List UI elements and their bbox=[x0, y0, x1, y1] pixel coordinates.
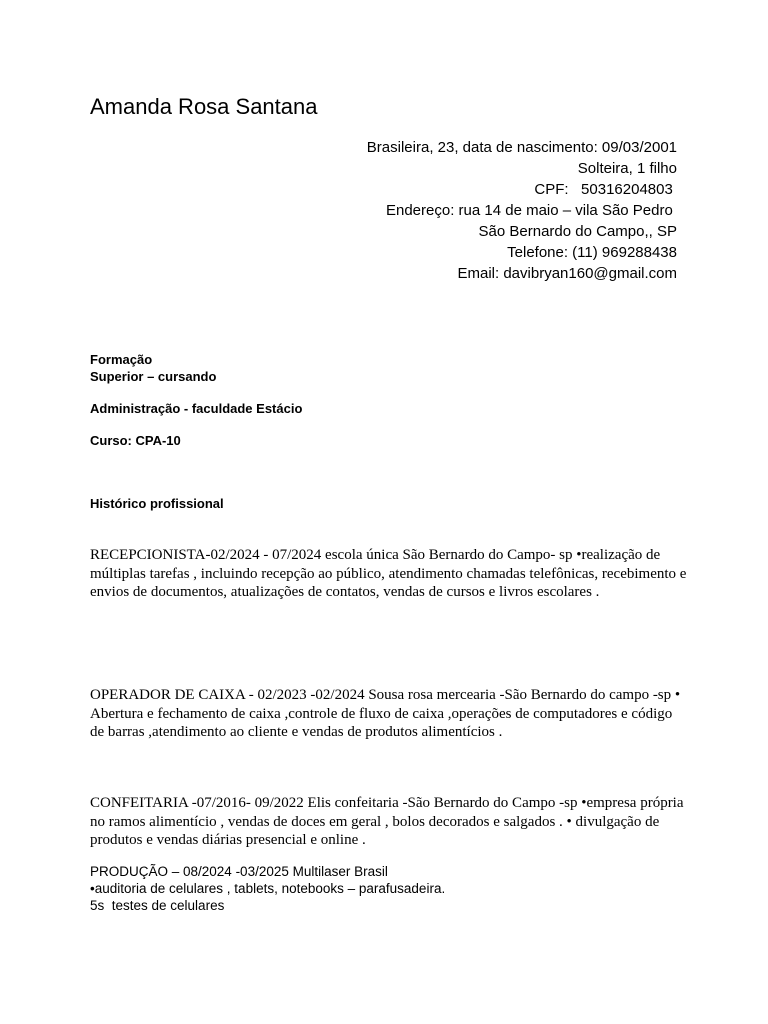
job-description: CONFEITARIA -07/2016- 09/2022 Elis confeitaria -São Bernardo do Campo -sp •empresa própria no ramos alimentício , vendas de doces em geral , bolos decorados e salgados . • divulgação de produtos e vendas diárias presencial e online . bbox=[90, 795, 684, 848]
phone-number: Telefone: (11) 969288438 bbox=[507, 244, 677, 261]
job-task-line: 5s testes de celulares bbox=[90, 898, 225, 913]
education-certification: Curso: CPA-10 bbox=[90, 433, 181, 448]
education-course: Administração - faculdade Estácio bbox=[90, 401, 303, 416]
address-street: Endereço: rua 14 de maio – vila São Pedro bbox=[385, 202, 677, 219]
job-entry-cashier bbox=[90, 686, 690, 742]
education-level: Superior – cursando bbox=[90, 369, 217, 384]
email-address: Email: davibryan160@gmail.com bbox=[457, 265, 677, 282]
job-title-line: PRODUÇÃO – 08/2024 -03/2025 Multilaser Brasil bbox=[90, 864, 388, 879]
address-city: São Bernardo do Campo,, SP bbox=[478, 223, 677, 240]
job-entry-production bbox=[90, 863, 690, 914]
cpf-number: CPF: 50316204803 bbox=[534, 181, 677, 198]
education-heading: Formação bbox=[90, 352, 153, 367]
job-entry-receptionist bbox=[90, 546, 690, 602]
personal-info-block bbox=[257, 137, 677, 284]
job-entry-confectionery bbox=[90, 794, 690, 850]
candidate-name: Amanda Rosa Santana bbox=[90, 94, 318, 119]
job-description: OPERADOR DE CAIXA - 02/2023 -02/2024 Sousa rosa mercearia -São Bernardo do campo -sp • Abertura e fechamento de caixa ,controle de fluxo de caixa ,operações de computadores e código de barras ,atendimento ao cliente e vendas de produtos alimentícios . bbox=[90, 687, 681, 740]
marital-status: Solteira, 1 filho bbox=[577, 160, 677, 177]
nationality-age-birthdate: Brasileira, 23, data de nascimento: 09/03/2001 bbox=[366, 139, 677, 156]
job-task-line: •auditoria de celulares , tablets, notebooks – parafusadeira. bbox=[90, 881, 446, 896]
work-history-heading: Histórico profissional bbox=[90, 496, 224, 511]
job-description: RECEPCIONISTA-02/2024 - 07/2024 escola única São Bernardo do Campo- sp •realização de múltiplas tarefas , incluindo recepção ao público, atendimento chamadas telefônicas, recebimento e envios de documentos, atualizações de contatos, vendas de cursos e livros escolares . bbox=[90, 547, 687, 600]
